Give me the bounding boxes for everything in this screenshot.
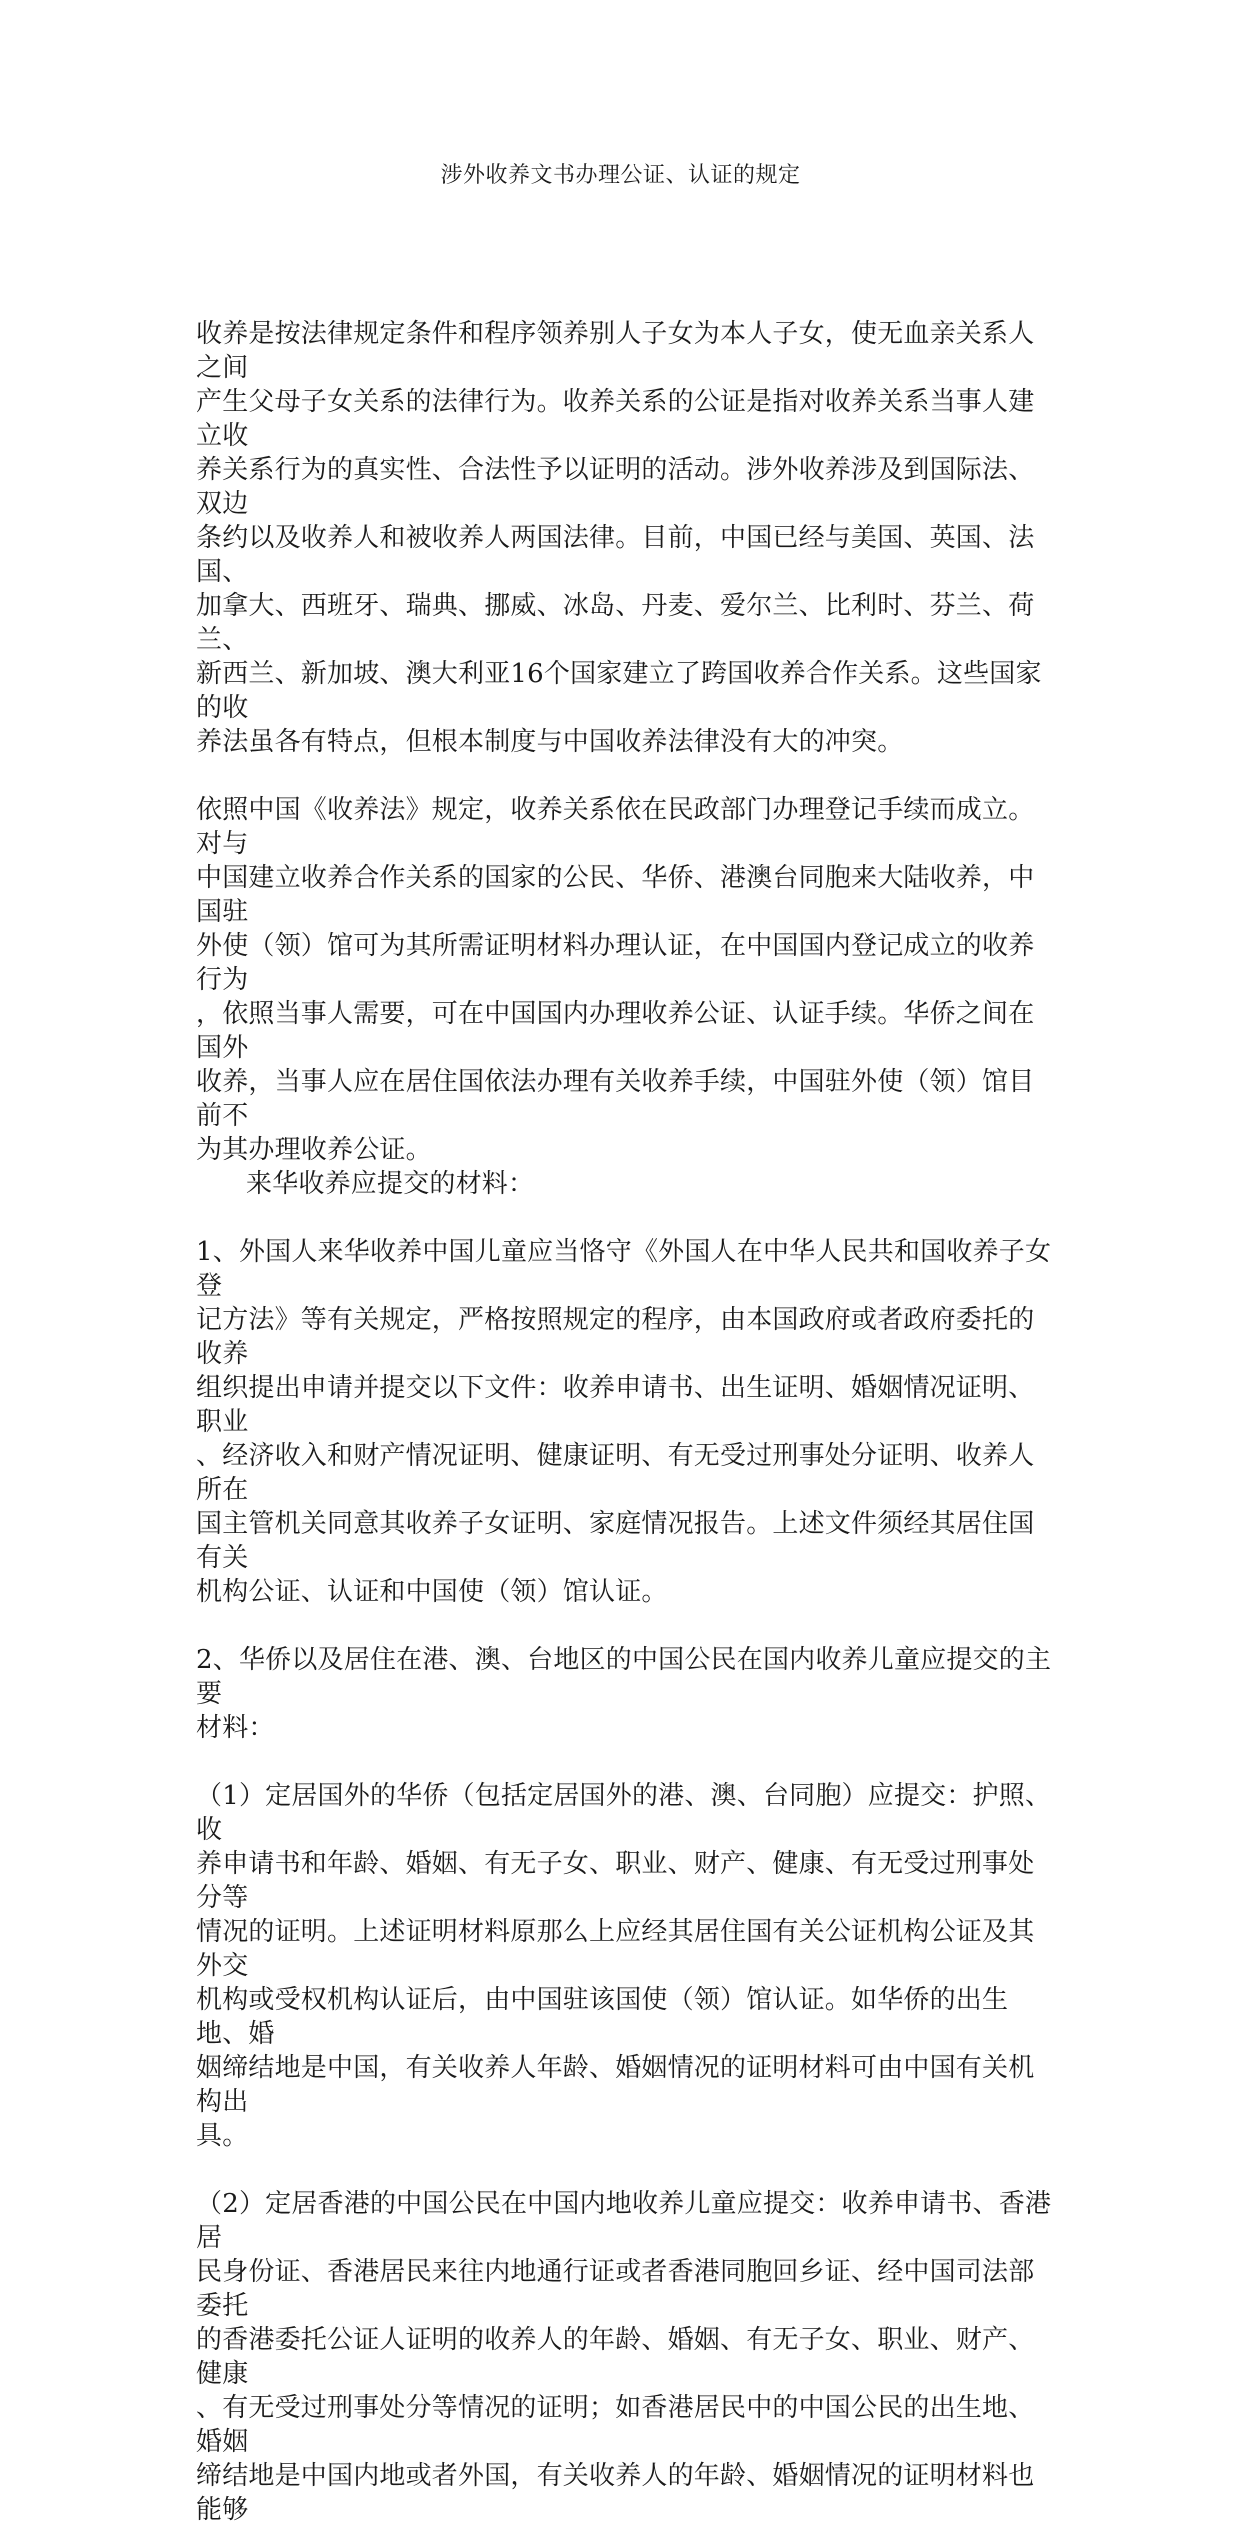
paragraph-gap [196,1609,1053,1643]
document-title: 涉外收养文书办理公证、认证的规定 [440,163,801,188]
sub-item-hong-kong-residents: （2）定居香港的中国公民在中国内地收养儿童应提交：收养申请书、香港居 民身份证、香港居民来往内地通行证或者香港同胞回乡证、经中国司法部委托 的香港委托公证人证明的收养人的年龄、婚姻、有无子女、职业、财产、健康 、有无受过刑事处分等情况的证明；如香港居民中的中国公民的出生地、婚姻 缔结地是中国内地或者外国，有关收养人的年龄、婚姻情况的证明材料也能够 [196,2189,1052,2525]
paragraph-gap [196,2153,1053,2187]
paragraph-gap [196,1745,1053,1779]
paragraph-gap [196,759,1053,793]
paragraph-gap [196,1201,1053,1235]
section-heading-materials: 来华收养应提交的材料： [246,1169,535,1199]
sub-item-overseas-residents: （1）定居国外的华侨（包括定居国外的港、澳、台同胞）应提交：护照、收 养申请书和年龄、婚姻、有无子女、职业、财产、健康、有无受过刑事处分等 情况的证明。上述证明材料原那么上应经其居住国有关公证机构公证及其外交 机构或受权机构认证后，由中国驻该国使（领）馆认证。如华侨的出生地、婚 姻缔结地是中国，有关收养人年龄、婚姻情况的证明材料可由中国有关机构出 具。 [196,1781,1052,2151]
paragraph-adoption-law: 依照中国《收养法》规定，收养关系依在民政部门办理登记手续而成立。对与 中国建立收养合作关系的国家的公民、华侨、港澳台同胞来大陆收养，中国驻 外使（领）馆可为其所需证明材料办理认证，在中国国内登记成立的收养行为 ，依照当事人需要，可在中国国内办理收养公证、认证手续。华侨之间在国外 收养，当事人应在居住国依法办理有关收养手续，中国驻外使（领）馆目前不 为其办理收养公证。 [196,795,1035,1165]
list-item-overseas-chinese: 2、华侨以及居住在港、澳、台地区的中国公民在国内收养儿童应提交的主要 材料： [196,1645,1052,1743]
paragraph-adoption-definition: 收养是按法律规定条件和程序领养别人子女为本人子女，使无血亲关系人之间 产生父母子女关系的法律行为。收养关系的公证是指对收养关系当事人建立收 养关系行为的真实性、合法性予以证明的活动。涉外收养涉及到国际法、双边 条约以及收养人和被收养人两国法律。目前，中国已经与美国、英国、法国、 加拿大、西班牙、瑞典、挪威、冰岛、丹麦、爱尔兰、比利时、芬兰、荷兰、 新西兰、新加坡、澳大利亚16个国家建立了跨国收养合作关系。这些国家的收 养法虽各有特点，但根本制度与中国收养法律没有大的冲突。 [196,319,1042,757]
list-item-foreigners: 1、外国人来华收养中国儿童应当恪守《外国人在中华人民共和国收养子女登 记方法》等有关规定，严格按照规定的程序，由本国政府或者政府委托的收养 组织提出申请并提交以下文件：收养申请书、出生证明、婚姻情况证明、职业 、经济收入和财产情况证明、健康证明、有无受过刑事处分证明、收养人所在 国主管机关同意其收养子女证明、家庭情况报告。上述文件须经其居住国有关 机构公证、认证和中国使（领）馆认证。 [196,1237,1052,1607]
document-body [196,317,1053,2527]
